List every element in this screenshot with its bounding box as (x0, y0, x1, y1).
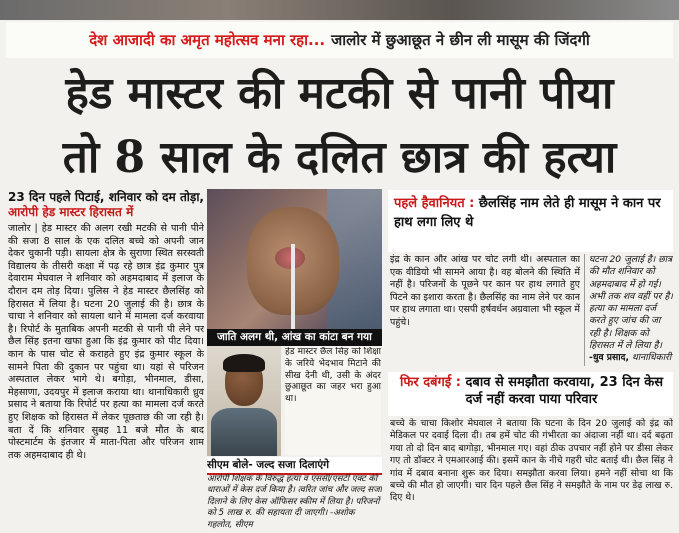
nasal-tube (291, 244, 295, 329)
box1-side-signature: -धुव प्रसाद, (589, 352, 629, 364)
box1-side-text: घटना 20 जुलाई है। छात्र की मौत शनिवार को अहमदाबाद में हो गई। अभी तक शव वहीं पर है। हत्या का मामला दर्ज करते हुए जांच की जा रही है। शिक्षक को हिरासत में ले लिया है। (589, 254, 673, 352)
cm-heading: सीएम बोले- जल्द सजा दिलाएंगे (207, 457, 382, 475)
top-photo-strip (0, 0, 679, 20)
box1-side-role: थानाधिकारी (631, 352, 672, 364)
headline-line-2: तो 8 साल के दलित छात्र की हत्या (62, 132, 617, 183)
cm-text: आरोपी शिक्षक के विरुद्ध हत्या व एससी/एसटी एक्ट की धाराओं में केस दर्ज किया है। त्वरित जांच और जल्द सजा दिलाने के लिए केस ऑफिसर स्कीम में लिया है। परिजनों को 5 लाख रु. की सहायता दी जाएगी। -अशोक गहलोत, सीएम (207, 474, 382, 530)
box1-body: इंद्र के कान और आंख पर चोट लगी थी। अस्पताल का एक वीडियो भी सामने आया है। वह बोलने की स्थिति में नहीं है। परिजनों के पूछने पर कान पर हाथ लगाते हुए पिटने का इशारा करता है। छैलसिंह का नाम लेने पर कान पर हाथ लगाता था। एसपी हर्षवर्धन अग्रवाला भी स्कूल में पहुंचे। (390, 254, 580, 328)
box1-side (584, 254, 673, 366)
box2-title-red: फिर दबंगई : (399, 375, 461, 390)
box1-title (388, 190, 673, 232)
photo-caption: जाति अलग थी, आंख का कांटा बन गया (207, 329, 382, 346)
left-body: जालोर | हेड मास्टर की अलग रखी मटकी से पानी पीने की सजा 8 साल के एक दलित बच्चे को अपनी जान देकर चुकानी पड़ी। सायला क्षेत्र के सुराणा स्थित सरस्वती विद्यालय के तीसरी कक्षा में पढ़ रहे छात्र इंद्र कुमार पुत्र देवाराम मेघवाल ने शनिवार को अहमदाबाद में इलाज के दौरान दम तोड़ दिया। पुलिस ने हेड मास्टर छैलसिंह को हिरासत में लिया है। घटना 20 जुलाई की है। छात्र के चाचा ने शनिवार को सायला थाने में मामला दर्ज करवाया है। रिपोर्ट के मुताबिक अपनी मटकी से पानी पी लेने पर छैल सिंह इतना खफा हुआ कि इंद्र कुमार को पीट दिया। कान के पास चोट से कराहते हुए इंद्र कुमार स्कूल के सामने पिता की दुकान पर पहुंचा था। यहां से परिजन अस्पताल लेकर भागे थे। बगोड़ा, भीनमाल, डीसा, मेहसाणा, उदयपुर में इलाज कराया था। थानाधिकारी ध्रुव प्रसाद ने बताया कि रिपोर्ट पर हत्या का मामला दर्ज करते हुए शिक्षक को हिरासत में लेकर पूछताछ की जा रही है। बता दें कि शनिवार सुबह 11 बजे मौत के बाद पोस्टमार्टम के इंतजार में माता-पिता और परिजन शाम तक अहमदाबाद ही थे। (8, 223, 204, 461)
headline-line-1: हेड मास्टर की मटकी से पानी पीया (65, 68, 614, 119)
left-lead-red: आरोपी हेड मास्टर हिरासत में (8, 205, 134, 219)
left-column (8, 190, 204, 528)
box2-title-black: दबाव से समझौता करवाया, 23 दिन केस दर्ज नहीं करवा पाया परिवार (465, 375, 664, 407)
box2-header (388, 372, 673, 416)
teacher-hair (223, 354, 265, 372)
kicker-left: देश आजादी का अमृत महोत्सव मना रहा... (89, 31, 326, 49)
injured-child-photo (207, 189, 382, 329)
teacher-shirt (211, 408, 277, 456)
swollen-eye (275, 247, 305, 269)
box1-title-red: पहले हैवानियत : (394, 196, 475, 211)
box2-title (388, 372, 673, 408)
box1-title-black: छैलसिंह नाम लेते ही मासूम ने कान पर हाथ लगा लिए थे (394, 196, 661, 230)
left-lead (8, 190, 204, 220)
box1-header (388, 190, 673, 252)
kicker-bar (6, 22, 673, 58)
teacher-text: हेड मास्टर छैल सिंह को शिक्षा के जरिये भेदभाव मिटाने की सीख देनी थी, उसी के अंदर छुआछूत का जहर भरा हुआ था। (285, 347, 381, 455)
box2-body: बच्चे के चाचा किशोर मेघवाल ने बताया कि घटना के दिन 20 जुलाई को इंद्र को मेडिकल पर दवाई दिला दी। तब हमें चोट की गंभीरता का अंदाजा नहीं था। दर्द बढ़ता गया तो दो दिन बाद बागोड़ा, भीनमाल गए। वहां ठीक उपचार नहीं होने पर डीसा लेकर गए तो डॉक्टर ने एमआरआई की। इसमें कान के नीचे गहरी चोट बताई थी। छैल सिंह ने गांव में दबाव बनाना शुरू कर दिया। समझौता करवा लिया। हमने नहीं सोचा था कि बच्चे की मौत हो जाएगी। चार दिन पहले छैल सिंह ने समझौते के नाम पर डेढ़ लाख रु. दिए थे। (390, 418, 673, 504)
left-lead-black: 23 दिन पहले पिटाई, शनिवार को दम तोड़ा, (8, 190, 204, 204)
kicker-right: जालोर में छुआछूत ने छीन ली मासूम की जिंदगी (331, 31, 590, 49)
teacher-photo (207, 346, 281, 456)
